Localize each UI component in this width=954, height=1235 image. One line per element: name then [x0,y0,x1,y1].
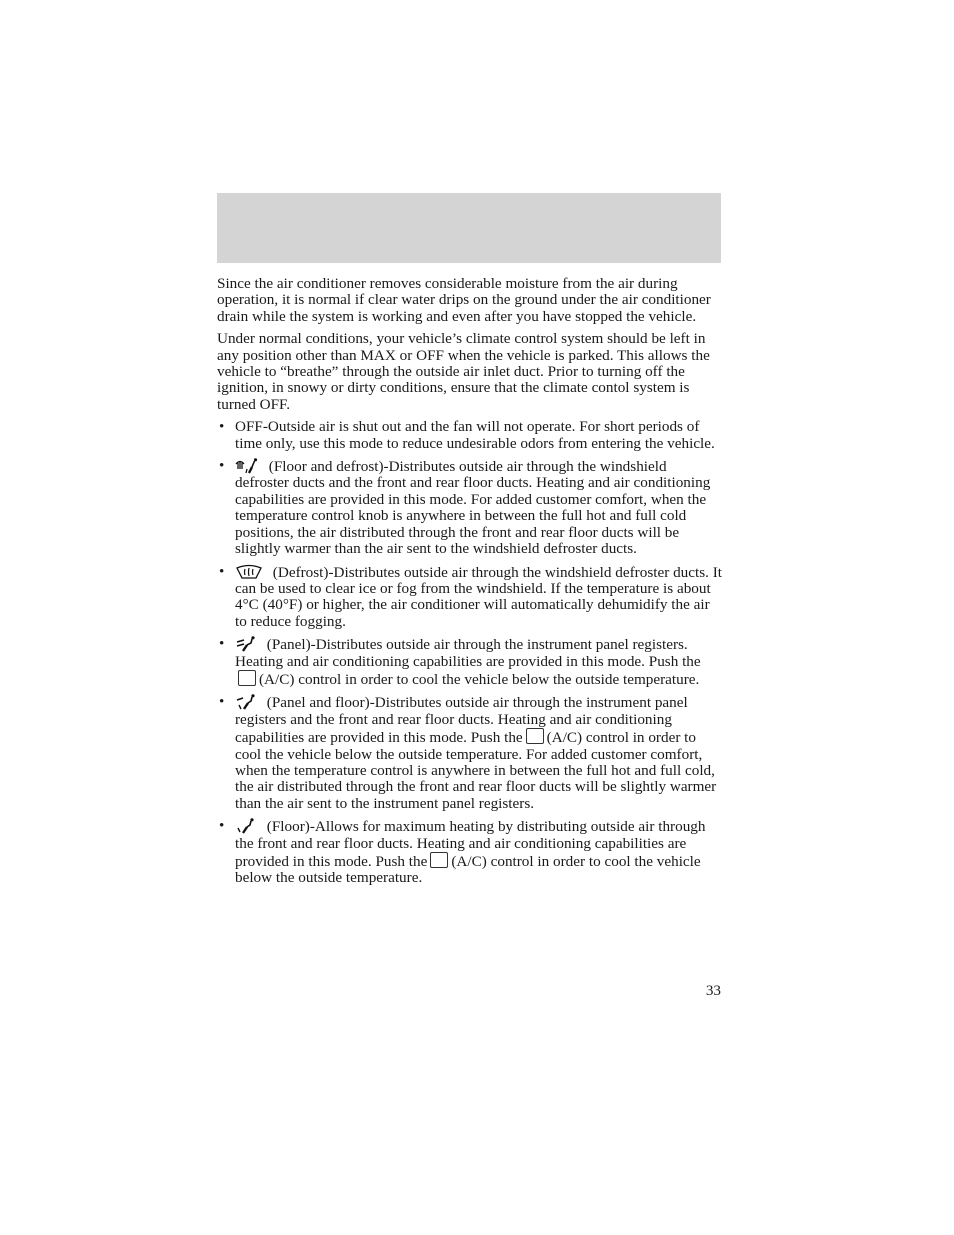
bullet: • [219,817,225,835]
mode-floor-defrost-text: (Floor and defrost)-Distributes outside air through the windshield defroster ducts and the front and rear floor ducts. Heating and air conditioning capabilities are provided in this mode. For added customer comfort, when the temperature control knob is anywhere in between the full hot and full cold positions, the air distributed through the front and rear floor ducts will be slightly warmer than the air sent to the windshield defroster ducts. [235,458,711,558]
ac-button-icon [238,670,256,686]
list-item-off [217,419,723,452]
mode-panel-floor-text-before: (Panel and floor)-Distributes outside air through the instrument panel registers and the front and rear floor ducts. Heating and air conditioning capabilities are provided in this mode. Push the [235,694,688,747]
bullet: • [219,635,225,653]
ac-button-icon [526,728,544,744]
mode-list [217,419,723,887]
panel-floor-icon [235,694,257,710]
floor-icon [235,818,257,834]
list-item-panel [217,636,723,688]
defrost-icon [235,564,263,580]
list-item-defrost [217,564,723,631]
mode-floor-text-before: (Floor)-Allows for maximum heating by distributing outside air through the front and rear floor ducts. Heating and air conditioning capabilities are provided in this mode. Push the [235,818,706,870]
bullet: • [219,457,225,475]
bullet: • [219,418,225,436]
mode-panel-text-before: (Panel)-Distributes outside air through the instrument panel registers. Heating and air conditioning capabilities are provided in this mode. Push the [235,636,701,670]
mode-defrost-text: (Defrost)-Distributes outside air through the windshield defroster ducts. It can be used to clear ice or fog from the windshield. If the temperature is about 4°C (40°F) or higher, the air conditioner will automatically dehumidify the air to reduce fogging. [235,563,722,630]
bullet: • [219,693,225,711]
section-header-band [217,193,721,263]
ac-button-icon [430,852,448,868]
mode-panel-text-after: (A/C) control in order to cool the vehicle below the outside temperature. [259,670,700,688]
bullet: • [219,562,225,580]
page-content [217,276,723,893]
panel-icon [235,636,257,652]
list-item-floor-defrost [217,458,723,557]
mode-off-text: OFF-Outside air is shut out and the fan will not operate. For short periods of time only, use this mode to reduce undesirable odors from entering the vehicle. [235,418,715,452]
mode-panel-floor-text-after: (A/C) control in order to cool the vehicle below the outside temperature. For added customer comfort, when the temperature control is anywhere in between the full hot and full cold, the air distributed through the front and rear floor ducts will be slightly warmer than the air sent to the instrument panel registers. [235,729,717,812]
paragraph-normal-conditions: Under normal conditions, your vehicle’s climate control system should be left in any position other than MAX or OFF when the vehicle is parked. This allows the vehicle to “breathe” through the outside air inlet duct. Prior to turning off the ignition, in snowy or dirty conditions, ensure that the climate contol system is turned OFF. [217,330,710,413]
paragraph-water-drips: Since the air conditioner removes considerable moisture from the air during operation, it is normal if clear water drips on the ground under the air conditioner drain while the system is working and even after you have stopped the vehicle. [217,275,711,325]
page-number: 33 [705,982,721,999]
list-item-floor [217,818,723,887]
mode-floor-text-after: (A/C) control in order to cool the vehicle below the outside temperature. [235,853,701,887]
floor-defrost-icon [235,458,259,474]
list-item-panel-floor [217,694,723,812]
